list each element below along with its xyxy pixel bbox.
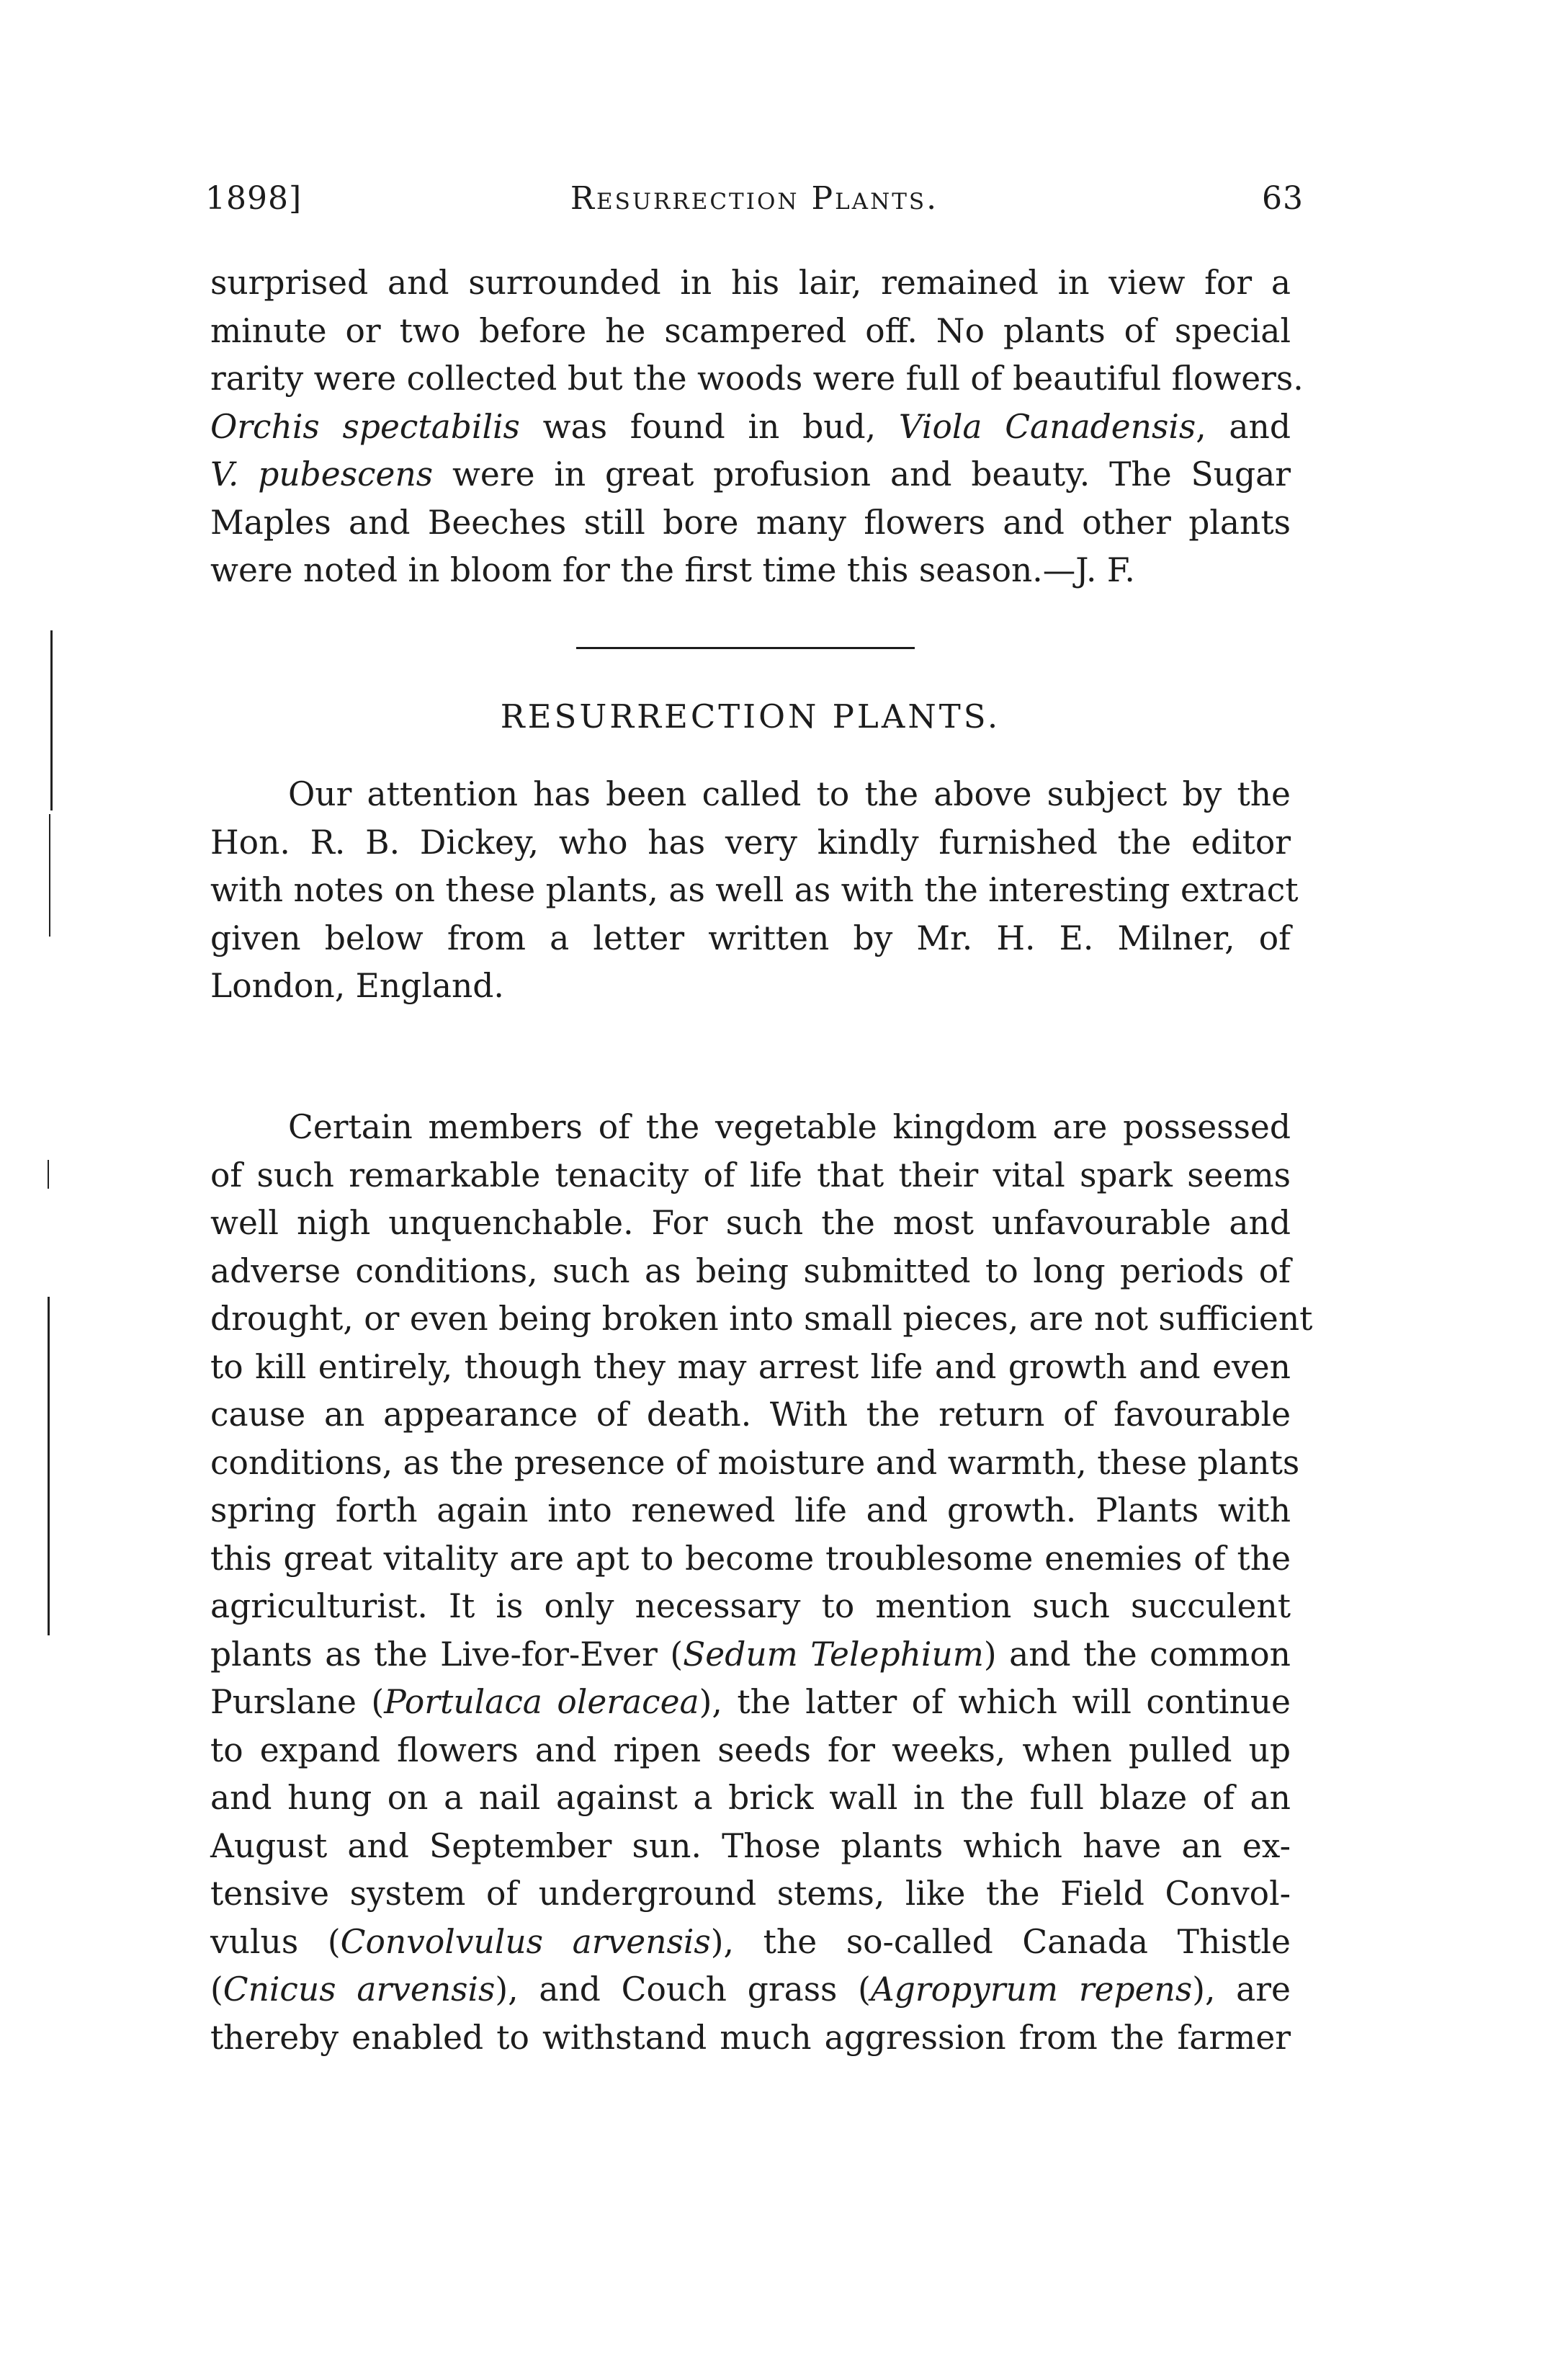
text-line: this great vitality are apt to become troublesome enemies of the bbox=[210, 1539, 1291, 1578]
margin-scan-mark bbox=[49, 814, 50, 937]
species-name: Convolvulus arvensis bbox=[340, 1922, 711, 1961]
text-line: V. pubescens were in great profusion and beauty. The Sugar bbox=[210, 455, 1291, 493]
page-number: 63 bbox=[1262, 180, 1304, 217]
text-line: of such remarkable tenacity of life that their vital spark seems bbox=[210, 1156, 1291, 1194]
text-line: conditions, as the presence of moisture and warmth, these plants bbox=[210, 1443, 1300, 1482]
text-line: tensive system of underground stems, like the Field Convol- bbox=[210, 1875, 1291, 1913]
header-year: 1898] bbox=[205, 180, 303, 217]
running-title: Resurrection Plants. bbox=[570, 180, 939, 217]
text-line: given below from a letter written by Mr. H. E. Milner, of bbox=[210, 919, 1291, 957]
species-name: Viola Canadensis bbox=[898, 407, 1196, 446]
text-line: London, England. bbox=[210, 967, 504, 1005]
article-paragraph-1 bbox=[210, 771, 1299, 1011]
text-line: spring forth again into renewed life and growth. Plants with bbox=[210, 1491, 1291, 1529]
text-line: to kill entirely, though they may arrest life and growth and even bbox=[210, 1347, 1291, 1386]
text-line: and hung on a nail against a brick wall in the full blaze of an bbox=[210, 1779, 1291, 1817]
species-name: Cnicus arvensis bbox=[223, 1970, 496, 2009]
text-line: August and September sun. Those plants which have an ex- bbox=[210, 1826, 1291, 1865]
species-name: Portulaca oleracea bbox=[384, 1683, 699, 1721]
text-line: drought, or even being broken into small pieces, are not sufficient bbox=[210, 1300, 1313, 1338]
text-line: well nigh unquenchable. For such the most unfavourable and bbox=[210, 1204, 1291, 1242]
text-line: vulus (Convolvulus arvensis), the so-called Canada Thistle bbox=[210, 1922, 1291, 1961]
species-name: Agropyrum repens bbox=[870, 1970, 1193, 2009]
text-line: plants as the Live-for-Ever (Sedum Telephium) and the common bbox=[210, 1635, 1291, 1674]
text-line: surprised and surrounded in his lair, remained in view for a bbox=[210, 264, 1291, 302]
species-name: V. pubescens bbox=[210, 455, 434, 493]
species-name: Sedum Telephium bbox=[683, 1635, 984, 1674]
section-divider bbox=[576, 647, 915, 649]
text-line: to expand flowers and ripen seeds for weeks, when pulled up bbox=[210, 1730, 1291, 1769]
text-line: Maples and Beeches still bore many flowers and other plants bbox=[210, 503, 1291, 542]
text-line: with notes on these plants, as well as with the interesting extract bbox=[210, 871, 1299, 909]
running-header bbox=[205, 180, 1304, 231]
text-line: Certain members of the vegetable kingdom are possessed bbox=[288, 1108, 1291, 1146]
text-line: Purslane (Portulaca oleracea), the latter of which will continue bbox=[210, 1683, 1291, 1721]
margin-scan-mark bbox=[48, 1297, 50, 1635]
article-title: RESURRECTION PLANTS. bbox=[500, 697, 1001, 736]
text-line: Our attention has been called to the above subject by the bbox=[288, 775, 1291, 813]
article-paragraph-2 bbox=[210, 1104, 1313, 2062]
margin-scan-mark bbox=[50, 630, 53, 810]
text-line: adverse conditions, such as being submitted to long periods of bbox=[210, 1251, 1291, 1290]
text-line: rarity were collected but the woods were full of beautiful flowers. bbox=[210, 359, 1304, 398]
text-line: Hon. R. B. Dickey, who has very kindly furnished the editor bbox=[210, 823, 1291, 862]
text-line: minute or two before he scampered off. No plants of special bbox=[210, 311, 1291, 350]
species-name: Orchis spectabilis bbox=[210, 407, 520, 446]
text-line: agriculturist. It is only necessary to mention such succulent bbox=[210, 1587, 1291, 1625]
text-line: cause an appearance of death. With the return of favourable bbox=[210, 1395, 1291, 1434]
text-line: were noted in bloom for the first time this season.—J. F. bbox=[210, 551, 1135, 589]
text-line: Orchis spectabilis was found in bud, Viola Canadensis, and bbox=[210, 407, 1291, 446]
text-line: (Cnicus arvensis), and Couch grass (Agropyrum repens), are bbox=[210, 1970, 1291, 2009]
text-line: thereby enabled to withstand much aggression from the farmer bbox=[210, 2018, 1291, 2057]
margin-scan-mark bbox=[48, 1160, 49, 1189]
intro-paragraph bbox=[210, 259, 1304, 595]
